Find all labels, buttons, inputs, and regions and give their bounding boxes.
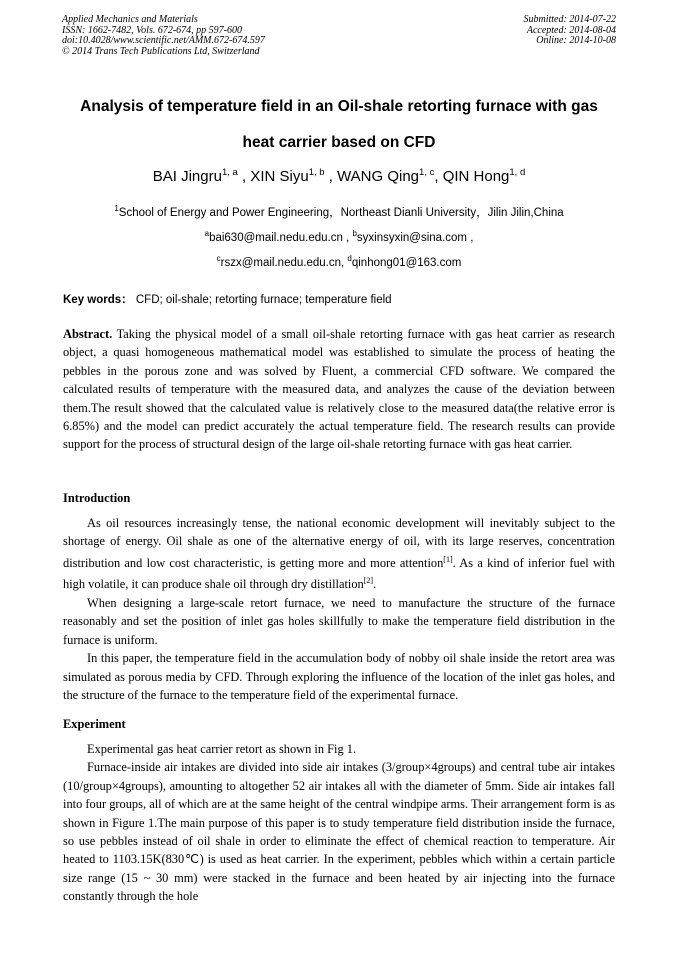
email-address[interactable]: syxinsyxin@sina.com , xyxy=(356,231,474,244)
keywords-separator: ： xyxy=(121,294,133,306)
email-address[interactable]: bai630@mail.nedu.edu.cn , xyxy=(209,231,350,244)
email-address[interactable]: rszx@mail.nedu.edu.cn, xyxy=(220,256,345,269)
issn-line: ISSN: 1662-7482, Vols. 672-674, pp 597-600 xyxy=(62,24,242,36)
author-name: XIN Siyu xyxy=(250,168,309,185)
introduction-body xyxy=(63,514,615,704)
experiment-body xyxy=(63,740,615,906)
author-sup: 1, c xyxy=(419,167,435,178)
author-sup: 1, d xyxy=(509,167,526,178)
introduction-paragraph-2: When designing a large-scale retort furnace, we need to manufacture the structure of the furnace reasonably and set the position of inlet gas holes skillfully to make the temperature field distribution in the furnace is uniform. xyxy=(63,595,615,647)
keywords xyxy=(63,291,615,307)
experiment-paragraph-1: Experimental gas heat carrier retort as shown in Fig 1. xyxy=(87,742,357,756)
author-list: BAI Jingru$^{1, a}$ , XIN Siyu$^{1, b}$ , WANG Qing$^{1, c}$, QIN Hong$^{1, d}$ xyxy=(152,167,526,185)
email-sup: b xyxy=(352,229,357,238)
intro-text: . xyxy=(373,577,377,592)
doi-line: doi:10.4028/www.scientific.net/AMM.672-674.597 xyxy=(62,35,265,46)
copyright-line: © 2014 Trans Tech Publications Ltd, Switzerland xyxy=(62,45,260,57)
citation-ref[interactable]: [2] xyxy=(363,576,374,586)
author-name: BAI Jingru xyxy=(152,168,222,185)
affiliation-sup: 1 xyxy=(114,204,119,214)
author-name: QIN Hong xyxy=(442,168,510,185)
journal-header xyxy=(62,15,616,57)
introduction-heading: Introduction xyxy=(63,491,131,505)
email-sup: c xyxy=(216,254,221,263)
title-line-1: Analysis of temperature field in an Oil-shale retorting furnace with gas xyxy=(80,98,598,115)
submission-dates xyxy=(524,15,617,57)
abstract xyxy=(63,325,615,454)
keywords-text: CFD; oil-shale; retorting furnace; temperature field xyxy=(135,294,392,306)
introduction-paragraph-1 xyxy=(63,514,615,594)
submitted-date: Submitted: 2014-07-22 xyxy=(523,14,616,25)
author-sup: 1, b xyxy=(308,167,325,178)
email-line-1 xyxy=(40,229,638,244)
title-line-2: heat carrier based on CFD xyxy=(242,134,436,151)
affiliation-text: School of Energy and Power Engineering，Northeast Dianli University，Jilin Jilin,China xyxy=(118,207,564,219)
email-sup: a xyxy=(204,229,210,238)
abstract-text: Taking the physical model of a small oil-shale retorting furnace with gas heat carrier as research object, a quasi homogeneous mathematical model was established to simulate the process of heating the pebbles in the porous zone and was solved by Fluent, a commercial CFD software. We compared the calculated results of temperature with the measured data, and analyzes the cause of the deviation between them.The result showed that the calculated value is relatively close to the measured data(the relative error is 6.85%) and the model can predict accurately the actual temperature field. The research results can provide support for the process of structural design of the large oil-shale retorting furnace with gas heat carrier. xyxy=(63,327,616,452)
author-sup: 1, a xyxy=(221,167,238,178)
journal-name: Applied Mechanics and Materials xyxy=(62,14,198,25)
email-sup: d xyxy=(347,254,352,263)
journal-info xyxy=(62,15,265,57)
keywords-label: Key words xyxy=(63,294,122,306)
abstract-label: Abstract. xyxy=(63,327,113,341)
paper-title xyxy=(40,89,638,161)
online-date: Online: 2014-10-08 xyxy=(536,35,616,46)
experiment-paragraph-2: Furnace-inside air intakes are divided into side air intakes (3/group×4groups) and central tube air intakes (10/group×4groups), amounting to altogether 52 air intakes all with the diameter of 5mm. Side air intakes fall into four groups, all of which are at the same height of the central windpipe arms. Their arrangement form is as shown in Figure 1.The main purpose of this paper is to study temperature field distribution inside the furnace, so use pebbles instead of oil shale in order to eliminate the effect of chemical reaction to temperature. Air heated to 1103.15K(830℃) is used as heat carrier. In the experiment, pebbles which within a certain particle size range (15 ~ 30 mm) were stacked in the furnace and been heated by air injecting into the furnace constantly through the hole xyxy=(63,760,615,904)
intro-text: . As a kind of inferior fuel with high volatile, it can produce shale oil through dry distillation xyxy=(63,555,615,592)
introduction-paragraph-3: In this paper, the temperature field in the accumulation body of nobby oil shale inside the retort area was simulated as porous media by CFD. Through exploring the influence of the location of the inlet gas holes, and the structure of the furnace to the temperature field of the experimental furnace. xyxy=(63,651,615,702)
experiment-heading: Experiment xyxy=(63,717,126,731)
citation-ref[interactable]: [1] xyxy=(443,554,453,564)
author-name: WANG Qing xyxy=(337,168,420,185)
email-address[interactable]: qinhong01@163.com xyxy=(351,256,462,269)
abstract-paragraph xyxy=(63,325,615,454)
intro-text: As oil resources increasingly tense, the national economic development will inevitably subject to the shortage of energy. Oil shale as one of the alternative energy of oil, with its large reserves, concentration distribution and low cost characteristic, is getting more and more attention xyxy=(63,516,615,570)
email-line-2 xyxy=(40,254,638,269)
affiliation xyxy=(40,204,638,220)
accepted-date: Accepted: 2014-08-04 xyxy=(526,24,616,36)
